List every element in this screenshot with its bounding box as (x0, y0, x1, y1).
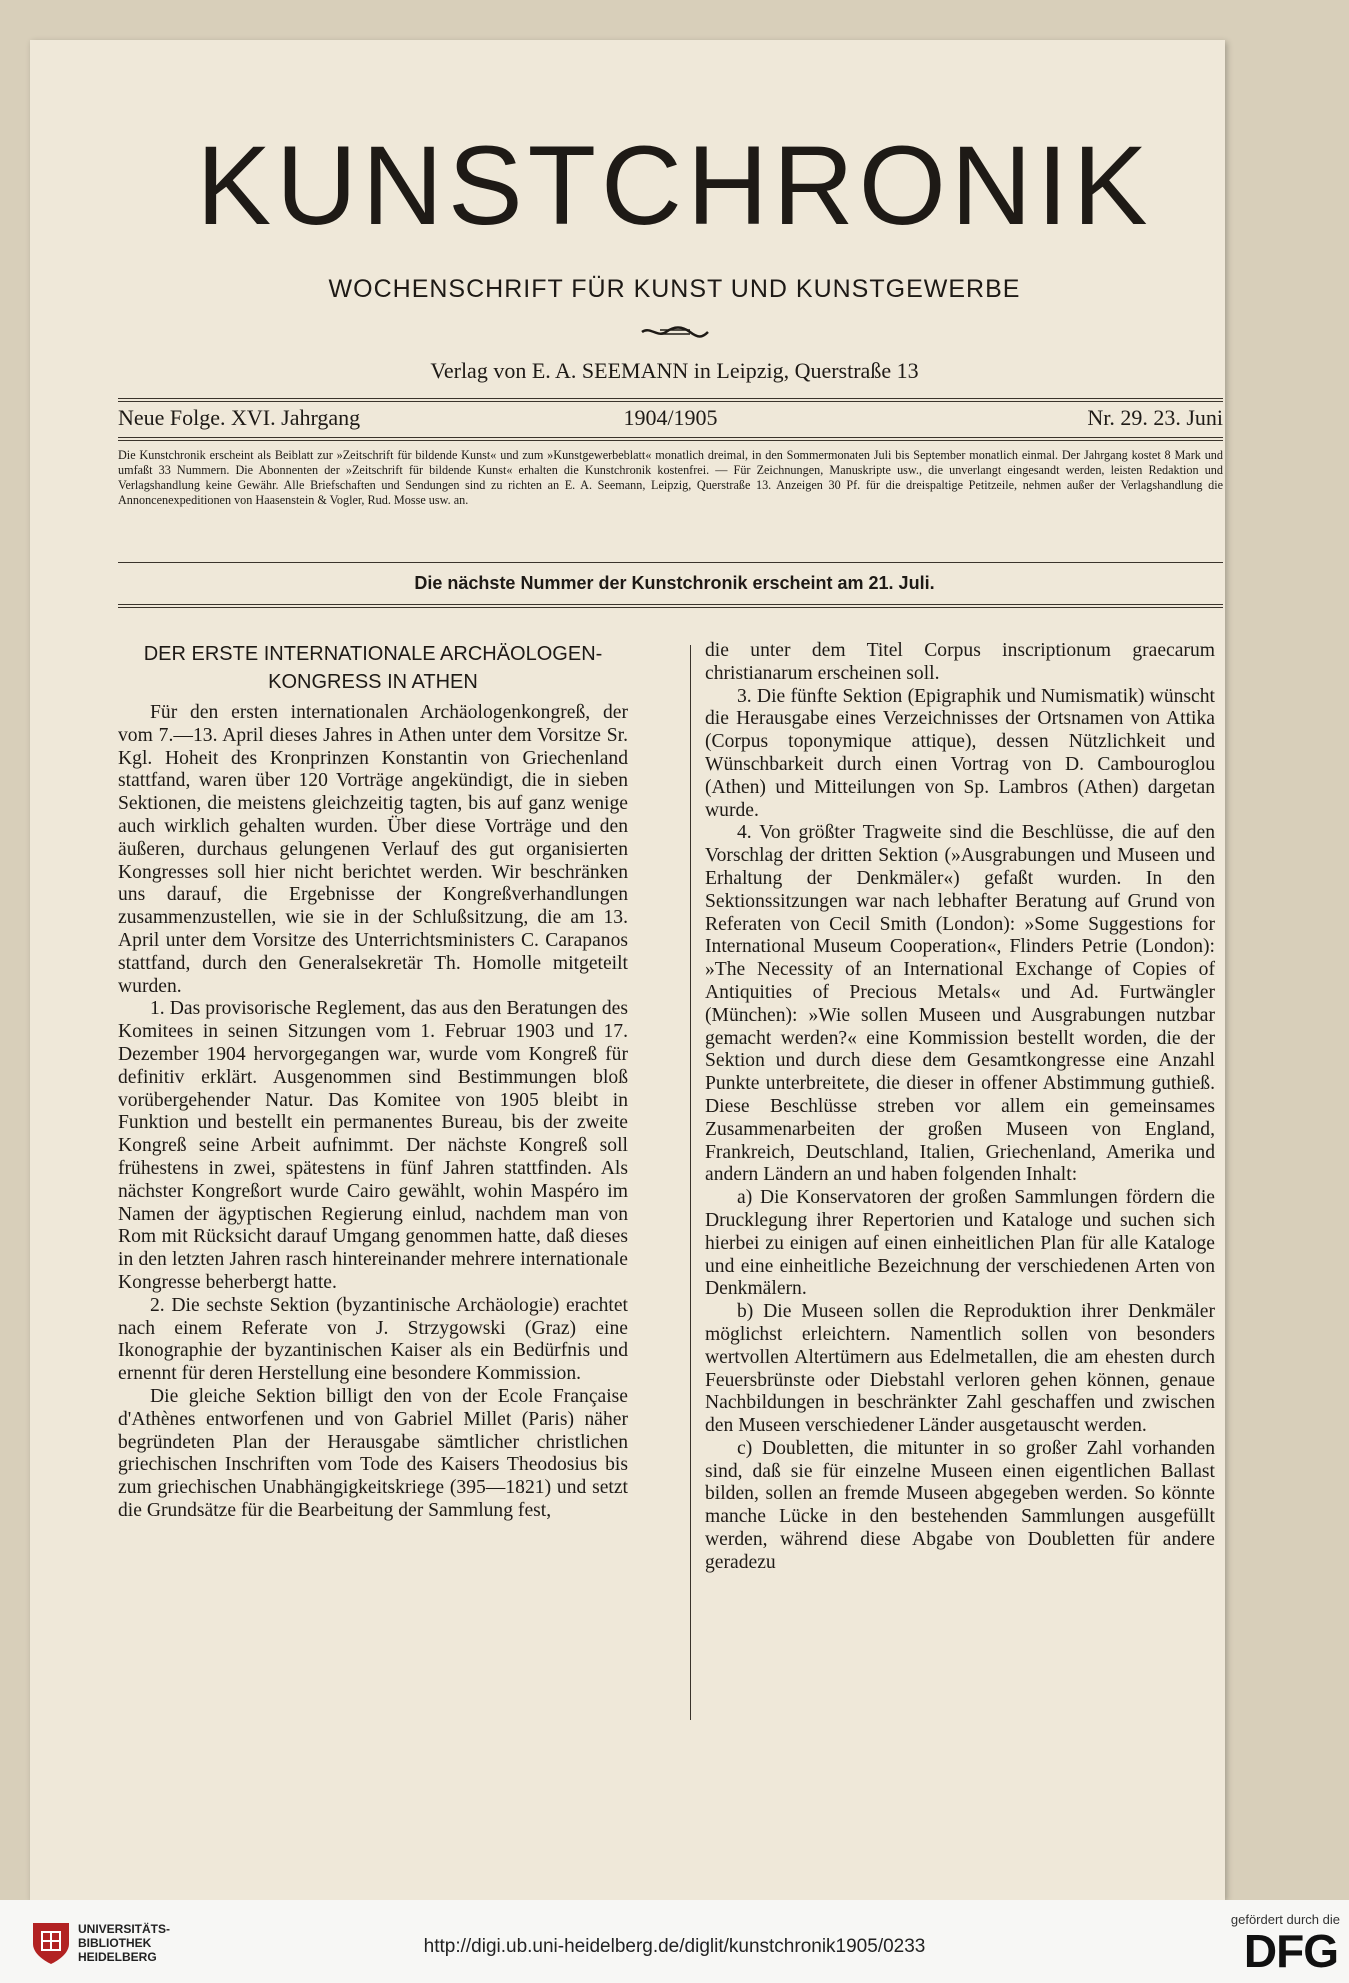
rule-next-issue-double (118, 607, 1223, 608)
issue-number-date: Nr. 29. 23. Juni (1087, 405, 1223, 430)
next-issue-notice: Die nächste Nummer der Kunstchronik erscheint am 21. Juli. (414, 573, 935, 593)
paragraph: Die gleiche Sektion billigt den von der Ecole Française d'Athènes entworfenen und von Gabriel Millet (Paris) näher begründeten Plan der Herausgabe sämtlicher christlichen griechischen Inschriften vom Tode des Kaisers Theodosius bis zum griechischen Unabhängigkeitskriege (395—1821) und setzt die Grundsätze für die Bearbeitung der Sammlung fest, (118, 1385, 628, 1521)
paragraph: b) Die Museen sollen die Reproduktion ihrer Denkmäler möglichst erleichtern. Namentlich sollen von besonders wertvollen Altertümern aus Edelmetallen, die am ehesten durch Feuersbrünste oder Diebstahl verloren gehen können, genaue Nachbildungen in beschränkter Zahl geschaffen und zwischen den Museen verschiedener Länder ausgetauscht werden. (705, 1301, 1215, 1437)
funding-label: gefördert durch die (1230, 1912, 1340, 1927)
paragraph: die unter dem Titel Corpus inscriptionum graecarum christianarum erscheinen soll. (705, 640, 1215, 684)
rule-top (118, 398, 1223, 399)
column-right (705, 640, 1215, 1575)
article-title-line1: DER ERSTE INTERNATIONALE ARCHÄOLOGEN- (143, 643, 603, 665)
subscription-notice: Die Kunstchronik erscheint als Beiblatt zur »Zeitschrift für bildende Kunst« und zum »Kunstgewerbeblatt« monatlich dreimal, in den Sommermonaten Juli bis September monatlich einmal. Der Jahrgang kostet 8 Mark und umfaßt 33 Nummern. Die Abonnenten der »Zeitschrift für bildende Kunst« erhalten die Kunstchronik kostenfrei. — Für Zeichnungen, Manuskripte usw., die unverlangt eingesandt werden, leisten Redaktion und Verlagshandlung keine Gewähr. Alle Briefschaften und Sendungen sind zu richten an E. A. Seemann, Leipzig, Querstraße 13. Anzeigen 30 Pf. für die dreispaltige Petitzeile, nehmen außer der Verlagshandlung die Annoncenexpeditionen von Haasenstein & Vogler, Rud. Mosse usw. an. (118, 448, 1223, 507)
paragraph: a) Die Konservatoren der großen Sammlungen fördern die Drucklegung ihrer Repertorien und Kataloge und suchen sich hierbei zu einigen auf einen einheitlichen Plan für alle Kataloge und eine einheitliche Bezeichnung der verschiedenen Arten von Denkmälern. (705, 1187, 1215, 1300)
paragraph: 3. Die fünfte Sektion (Epigraphik und Numismatik) wünscht die Herausgabe eines Verzeichnisses der Ortsnamen von Attika (Corpus toponymique attique), dessen Nützlichkeit und Wünschbarkeit durch einen Vortrag von D. Cambouroglou (Athen) und Mitteilungen von Sp. Lambros (Athen) dargetan wurde. (705, 685, 1215, 821)
paragraph: 2. Die sechste Sektion (byzantinische Archäologie) erachtet nach einem Referate von J. Strzygowski (Graz) eine Ikonographie der byzantinischen Kaiser als ein Bedürfnis und ernennt für deren Herstellung eine besondere Kommission. (118, 1294, 628, 1385)
issue-year: 1904/1905 (623, 405, 718, 430)
rule-mid (118, 437, 1223, 438)
column-left (118, 640, 628, 1523)
paragraph: 4. Von größter Tragweite sind die Beschlüsse, die auf den Vorschlag der dritten Sektion (»Ausgrabungen und Museen und Erhaltung der Denkmäler«) gefaßt wurden. In den Sektionssitzungen war nach lebhafter Beratung auf Grund von Referaten von Cecil Smith (London): »Some Suggestions for International Museum Cooperation«, Flinders Petrie (London): »The Necessity of an International Exchange of Copies of Antiquities of Precious Metals« und Ad. Furtwängler (München): »Wie sollen Museen und Ausgrabungen nutzbar gemacht werden?« eine Kommission bestellt worden, die der Sektion und durch diese dem Gesamtkongresse eine Anzahl Punkte unterbreitete, die dieser in offener Abstimmung guthieß. Diese Beschlüsse streben vor allem ein gemeinsames Zusammenarbeiten der großen Museen von England, Frankreich, Deutschland, Italien, Griechenland, Amerika und andern Ländern an und haben folgenden Inhalt: (705, 822, 1215, 1186)
masthead-subtitle: WOCHENSCHRIFT FÜR KUNST UND KUNSTGEWERBE (328, 275, 1021, 303)
publisher-line: Verlag von E. A. SEEMANN in Leipzig, Querstraße 13 (430, 358, 919, 383)
ornament-icon (0, 320, 1349, 346)
paragraph: Für den ersten internationalen Archäologenkongreß, der vom 7.—13. April dieses Jahres in Athen unter dem Vorsitze Sr. Kgl. Hoheit des Kronprinzen Konstantin von Griechenland stattfand, waren über 120 Vorträge angekündigt, die in sieben Sektionen, die meistens gleichzeitig tagten, bis auf ganz wenige auch wirklich gehalten wurden. Über diese Vorträge und den äußeren, durchaus gelungenen Verlauf des gut organisierten Kongresses soll hier nicht berichtet werden. Wir beschränken uns darauf, die Ergebnisse der Kongreßverhandlungen zusammenzustellen, wie sie in der Schlußsitzung, die am 13. April unter dem Vorsitze des Unterrichtsministers C. Carapanos stattfand, durch den Generalsekretär Th. Homolle mitgeteilt wurden. (118, 702, 628, 997)
article-title (118, 640, 628, 696)
library-name: UNIVERSITÄTS- BIBLIOTHEK HEIDELBERG (78, 1922, 171, 1964)
masthead-title: KUNSTCHRONIK (196, 123, 1153, 248)
source-url[interactable]: http://digi.ub.uni-heidelberg.de/diglit/kunstchronik1905/0233 (423, 1936, 926, 1957)
paragraph: c) Doubletten, die mitunter in so großer Zahl vorhanden sind, daß sie für einzelne Museen einen eigentlichen Ballast bilden, sollen an fremde Museen abgegeben werden. So könnte manche Lücke in den bestehenden Sammlungen ausgefüllt werden, während diese Abgabe von Doubletten für andere geradezu (705, 1437, 1215, 1573)
rule-next-issue (118, 604, 1223, 605)
rule-mid-double (118, 440, 1223, 441)
rule-top-double (118, 401, 1223, 402)
issue-line (118, 405, 1223, 431)
dfg-logo: DFG (1243, 1925, 1338, 1977)
column-divider (690, 645, 691, 1720)
article-title-line2: KONGRESS IN ATHEN (268, 671, 478, 693)
issue-series: Neue Folge. XVI. Jahrgang (118, 405, 361, 430)
rule-notice (118, 562, 1223, 563)
paragraph: 1. Das provisorische Reglement, das aus den Beratungen des Komitees in seinen Sitzungen vom 1. Februar 1903 und 17. Dezember 1904 hervorgegangen war, wurde vom Kongreß für definitiv erklärt. Ausgenommen sind Bestimmungen bloß vorübergehender Natur. Das Komitee von 1905 bleibt in Funktion und bestellt ein permanentes Bureau, bis der zweite Kongreß seine Arbeit aufnimmt. Der nächste Kongreß soll frühestens in zwei, spätestens in fünf Jahren stattfinden. Als nächster Kongreßort wurde Cairo gewählt, wohin Maspéro im Namen der ägyptischen Regierung einlud, nachdem man von Rom mit Rücksicht darauf Umgang genommen hatte, daß dieses in den letzten Jahren rasch hintereinander mehrere internationale Kongresse beherbergt hatte. (118, 998, 628, 1293)
